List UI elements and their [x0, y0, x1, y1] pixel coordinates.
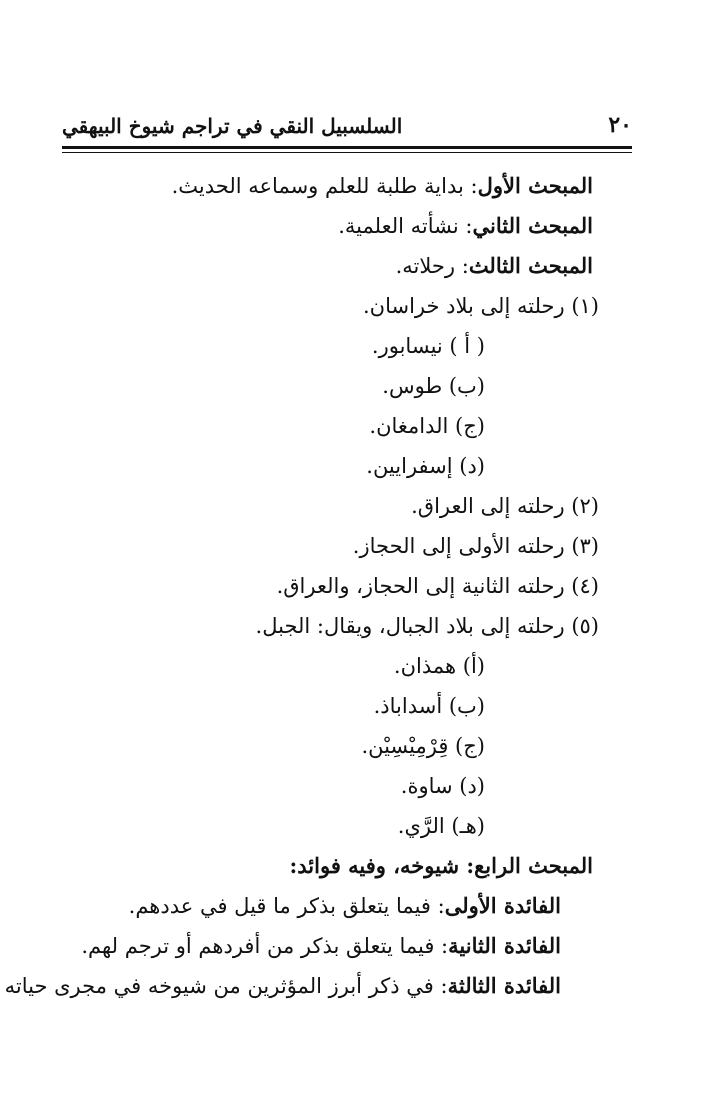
toc-line-journey-3 [353, 532, 599, 560]
running-title: السلسبيل النقي في تراجم شيوخ البيهقي [62, 114, 403, 138]
header-rule-thin [62, 152, 632, 153]
toc-line-journey-4 [277, 572, 599, 600]
toc-line-text: (١) رحلته إلى بلاد خراسان. [362, 294, 599, 318]
toc-line-sub [398, 812, 485, 840]
toc-line-label: الفائدة الثانية [448, 933, 561, 958]
toc-line-section-3 [396, 252, 593, 280]
toc-line-section-2 [338, 212, 593, 240]
toc-line-sub [382, 372, 485, 400]
toc-line-benefit-1 [129, 892, 561, 920]
page-number: ٢٠ [608, 112, 632, 138]
toc-line-text: : رحلاته. [395, 254, 469, 278]
page-header [62, 112, 632, 142]
toc-line-text: (٥) رحلته إلى بلاد الجبال، ويقال: الجبل. [255, 614, 599, 638]
toc-line-text: (د) ساوة. [400, 774, 485, 798]
toc-line-text: (ج) الدامغان. [369, 414, 485, 438]
toc-line-sub [369, 412, 485, 440]
toc-line-label: المبحث الأول [477, 173, 593, 198]
toc-line-label: الفائدة الأولى [444, 893, 561, 918]
toc-line-journey-5 [256, 612, 599, 640]
toc-line-text: : فيما يتعلق بذكر ما قيل في عددهم. [128, 894, 445, 918]
toc-line-text: : في ذكر أبرز المؤثرين من شيوخه في مجرى حياته [4, 974, 448, 998]
toc-line-section-4 [290, 852, 593, 880]
toc-line-text: : نشأته العلمية. [338, 214, 473, 238]
toc-line-text: : شيوخه، وفيه فوائد: [289, 853, 475, 878]
toc-line-sub [401, 772, 485, 800]
toc-line-sub [372, 332, 485, 360]
toc-line-text: (٣) رحلته الأولى إلى الحجاز. [352, 534, 599, 558]
toc-line-text: (هـ) الرَّي. [397, 814, 485, 838]
toc-line-journey-1 [363, 292, 599, 320]
toc-line-text: (٤) رحلته الثانية إلى الحجاز، والعراق. [276, 574, 599, 598]
toc-line-text: (٢) رحلته إلى العراق. [411, 494, 599, 518]
toc-line-sub [394, 652, 485, 680]
toc-line-sub [361, 732, 485, 760]
header-rule-thick [62, 146, 632, 149]
toc-line-text: (د) إسفرايين. [366, 454, 485, 478]
toc-line-label: الفائدة الثالثة [447, 973, 561, 998]
toc-line-label: المبحث الرابع [474, 853, 593, 878]
toc-line-text: ( أ ) نيسابور. [371, 334, 485, 358]
toc-line-label: المبحث الثالث [468, 253, 593, 278]
toc-line-label: المبحث الثاني [472, 213, 593, 238]
toc-line-benefit-3 [5, 972, 561, 1000]
toc-line-sub [366, 452, 485, 480]
toc-line-sub [374, 692, 485, 720]
toc-line-text: (أ) همذان. [393, 654, 485, 678]
toc-line-text: (ج) قِرْمِيْسِيْن. [361, 734, 485, 758]
toc-line-text: : بداية طلبة للعلم وسماعه الحديث. [171, 174, 478, 198]
toc-line-text: (ب) طوس. [382, 374, 485, 398]
toc-line-journey-2 [411, 492, 599, 520]
toc-line-section-1 [172, 172, 593, 200]
toc-line-text: : فيما يتعلق بذكر من أفردهم أو ترجم لهم. [81, 934, 449, 958]
toc-line-text: (ب) أسداباذ. [373, 694, 485, 718]
toc-line-benefit-2 [81, 932, 561, 960]
